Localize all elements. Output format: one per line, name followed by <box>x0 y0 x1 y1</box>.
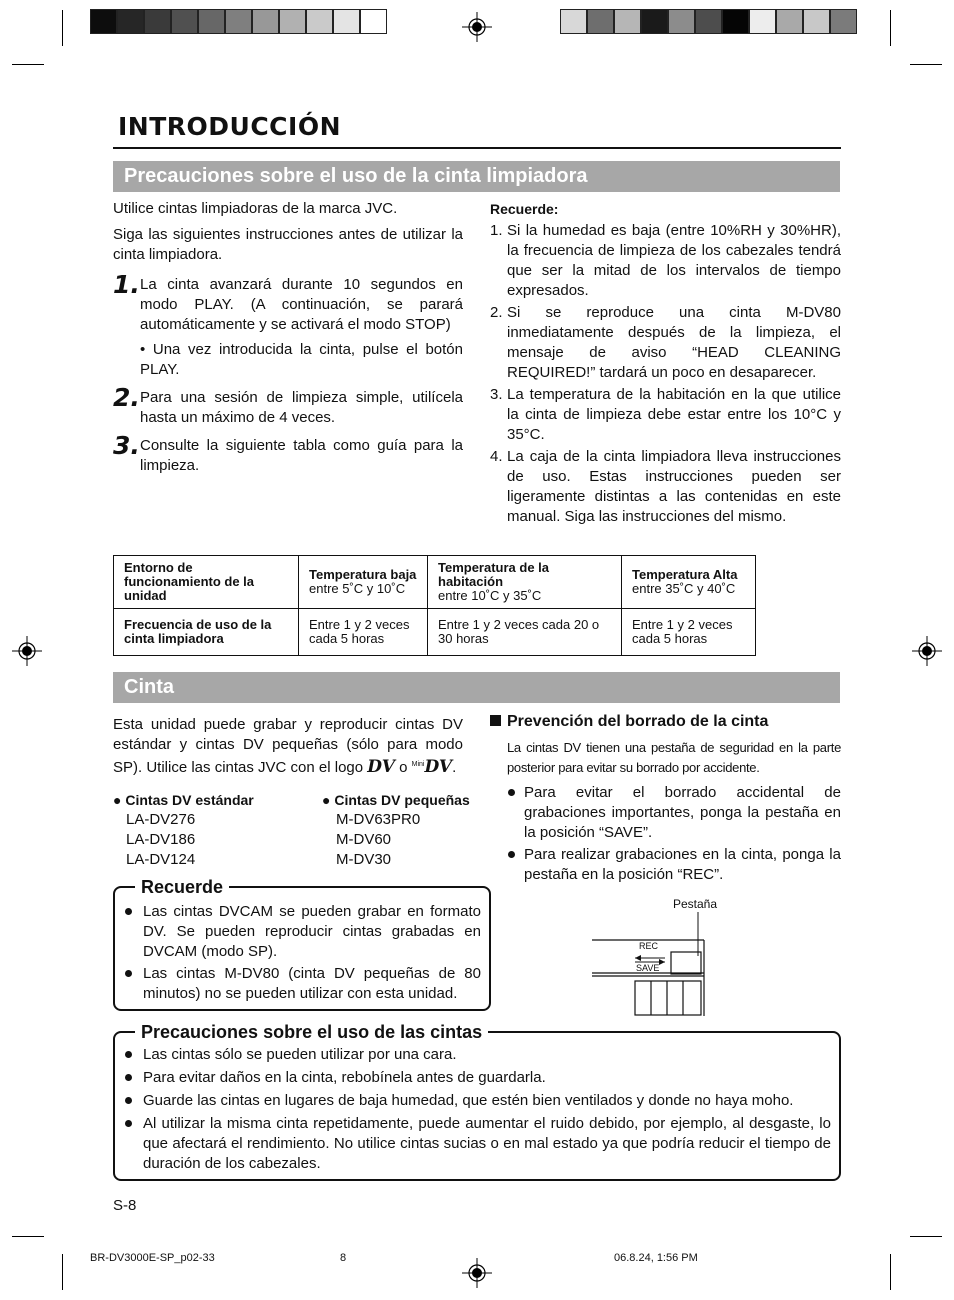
tape-care-title: Precauciones sobre el uso de las cintas <box>135 1021 488 1043</box>
sheet-number: 8 <box>340 1252 347 1264</box>
list-item: 4. La caja de la cinta limpiadora lleva instrucciones de uso. Estas instrucciones pueden ser ligeramente distintas a las contenidas en este manual. Siga las instrucciones del mismo. <box>490 448 841 525</box>
step-text: Consulte la siguiente tabla como guía para la limpieza. <box>140 437 463 474</box>
diagram-save-label: SAVE <box>636 963 660 973</box>
registration-target-icon <box>462 12 492 42</box>
list-item: Al utilizar la misma cinta repetidamente, puede aumentar el ruido debido, por ejemplo, al desgaste, lo que afectará el rendimiento. No utilice cintas sucias o en mal estado ya que podría reducir el tiempo de duración de los cabezales. <box>115 1114 831 1174</box>
section-heading-tape: Cinta <box>113 672 840 703</box>
prevention-heading: Prevención del borrado de la cinta <box>490 712 768 732</box>
mini-dv-logo-icon: $^{Mini}$DV <box>411 757 453 777</box>
small-tapes-heading: ● Cintas DV pequeñas <box>322 792 470 808</box>
color-swatch <box>279 9 306 34</box>
color-swatch <box>614 9 641 34</box>
dv-logo-icon: DV <box>367 757 395 777</box>
list-item: Las cintas DVCAM se pueden grabar en formato DV. Se pueden reproducir cintas grabadas en DVCAM (modo SP). <box>115 902 481 962</box>
list-item: Para evitar el borrado accidental de grabaciones importantes, ponga la pestaña en la posición “SAVE”. <box>490 783 841 843</box>
crop-mark <box>12 1236 44 1237</box>
cleaning-frequency-table <box>113 555 756 656</box>
section-heading-cleaning: Precauciones sobre el uso de la cinta limpiadora <box>113 161 840 192</box>
bullet-icon <box>125 1074 132 1081</box>
file-name: BR-DV3000E-SP_p02-33 <box>90 1252 215 1264</box>
table-cell: Temperatura de la habitación entre 10˚C y 35˚C <box>428 556 622 609</box>
prevention-list <box>490 783 841 885</box>
remember-box <box>113 877 491 1011</box>
color-swatch <box>333 9 360 34</box>
list-item: M-DV30 <box>336 851 392 868</box>
list-item: LA-DV276 <box>126 811 196 828</box>
intro-text: Utilice cintas limpiadoras de la marca JVC. <box>113 200 398 217</box>
diagram-tab-label: Pestaña <box>673 897 718 911</box>
step-number: 3. <box>113 431 140 460</box>
remember-heading: Recuerde: <box>490 201 559 217</box>
title-rule <box>113 147 841 149</box>
color-swatch <box>587 9 614 34</box>
color-swatch <box>641 9 668 34</box>
color-swatch <box>803 9 830 34</box>
list-item: Las cintas M-DV80 (cinta DV pequeñas de 80 minutos) no se pueden utilizar con esta unidad. <box>115 964 481 1004</box>
list-item: 2. Si se reproduce una cinta M-DV80 inmediatamente después de la limpieza, el mensaje de aviso “HEAD CLEANING REQUIRED!” tardará un poco en desaparecer. <box>490 304 841 381</box>
table-row <box>114 609 756 656</box>
registration-target-icon <box>12 636 42 666</box>
color-swatch <box>117 9 144 34</box>
list-item: 3. La temperatura de la habitación en la que utilice la cinta de limpieza debe estar entre los 10°C y 35°C. <box>490 386 841 443</box>
step-bullet: • Una vez introducida la cinta, pulse el botón PLAY. <box>140 341 463 378</box>
print-date: 06.8.24, 1:56 PM <box>614 1252 698 1264</box>
remember-box-title: Recuerde <box>135 876 229 898</box>
crop-mark <box>62 1254 63 1290</box>
color-swatch <box>776 9 803 34</box>
table-cell: Entre 1 y 2 veces cada 5 horas <box>622 609 756 656</box>
color-swatch <box>252 9 279 34</box>
bullet-icon <box>125 970 132 977</box>
list-item: LA-DV124 <box>126 851 196 868</box>
table-cell: Entre 1 y 2 veces cada 20 o 30 horas <box>428 609 622 656</box>
registration-target-icon <box>462 1258 492 1288</box>
color-swatch <box>722 9 749 34</box>
color-swatch <box>695 9 722 34</box>
crop-mark <box>12 64 44 65</box>
diagram-rec-label: REC <box>639 941 659 951</box>
step-number: 2. <box>113 383 140 412</box>
square-bullet-icon <box>490 715 501 726</box>
color-swatch <box>198 9 225 34</box>
step-text: Para una sesión de limpieza simple, utilícela hasta un máximo de 4 veces. <box>140 389 463 426</box>
prevention-intro: La cintas DV tienen una pestaña de seguridad en la parte posterior para evitar su borrado por accidente. <box>507 740 841 775</box>
intro-text: Siga las siguientes instrucciones antes de utilizar la cinta limpiadora. <box>113 226 463 263</box>
color-swatch <box>225 9 252 34</box>
step-text: La cinta avanzará durante 10 segundos en modo PLAY. (A continuación, se parará automáticamente y se activará el modo STOP) <box>140 276 463 333</box>
step-number: 1. <box>113 270 140 299</box>
tape-care-box <box>113 1022 841 1181</box>
remember-box-list <box>115 902 481 1004</box>
color-swatch <box>830 9 857 34</box>
list-item: Para evitar daños en la cinta, rebobínela antes de guardarla. <box>115 1068 831 1088</box>
color-swatch <box>90 9 117 34</box>
standard-tapes-heading: ● Cintas DV estándar <box>113 792 254 808</box>
small-tapes-list <box>336 810 420 870</box>
color-swatch <box>560 9 587 34</box>
color-swatch <box>749 9 776 34</box>
list-item: M-DV60 <box>336 831 392 848</box>
color-swatch <box>668 9 695 34</box>
list-item: Para realizar grabaciones en la cinta, ponga la pestaña en la posición “REC”. <box>490 845 841 885</box>
table-cell: Temperatura Alta entre 35˚C y 40˚C <box>622 556 756 609</box>
bullet-icon <box>125 1051 132 1058</box>
table-row <box>114 556 756 609</box>
color-swatch <box>171 9 198 34</box>
registration-target-icon <box>912 636 942 666</box>
list-item: LA-DV186 <box>126 831 196 848</box>
color-swatch <box>306 9 333 34</box>
bullet-icon <box>125 1120 132 1127</box>
list-item: Guarde las cintas en lugares de baja humedad, que estén bien ventilados y donde no haya moho. <box>115 1091 831 1111</box>
crop-mark <box>910 64 942 65</box>
crop-mark <box>62 10 63 46</box>
page-number: S-8 <box>113 1197 137 1214</box>
bullet-icon <box>508 851 515 858</box>
bullet-icon <box>125 908 132 915</box>
list-item: 1. Si la humedad es baja (entre 10%RH y 30%HR), la frecuencia de limpieza de los cabezales tendrá que ser la mitad de los intervalos de tiempo expresados. <box>490 222 841 299</box>
color-swatch <box>360 9 387 34</box>
crop-mark <box>890 10 891 46</box>
crop-mark <box>890 1254 891 1290</box>
remember-list <box>490 221 841 529</box>
table-cell: Entorno de funcionamiento de la unidad <box>114 556 299 609</box>
color-swatch <box>144 9 171 34</box>
list-item: M-DV63PR0 <box>336 811 421 828</box>
bullet-icon <box>508 789 515 796</box>
table-cell: Frecuencia de uso de la cinta limpiadora <box>114 609 299 656</box>
table-cell: Temperatura baja entre 5˚C y 10˚C <box>299 556 428 609</box>
list-item: Las cintas sólo se pueden utilizar por una cara. <box>115 1045 831 1065</box>
page-title: INTRODUCCIÓN <box>118 112 342 141</box>
tape-intro: Esta unidad puede grabar y reproducir cintas DV estándar y cintas DV pequeñas (sólo para modo SP). Utilice las cintas JVC con el logo DV o $^{Mini}$DV. <box>113 716 463 777</box>
bullet-icon <box>125 1097 132 1104</box>
standard-tapes-list <box>126 810 195 870</box>
crop-mark <box>910 1236 942 1237</box>
table-cell: Entre 1 y 2 veces cada 5 horas <box>299 609 428 656</box>
tape-care-list <box>115 1045 831 1174</box>
